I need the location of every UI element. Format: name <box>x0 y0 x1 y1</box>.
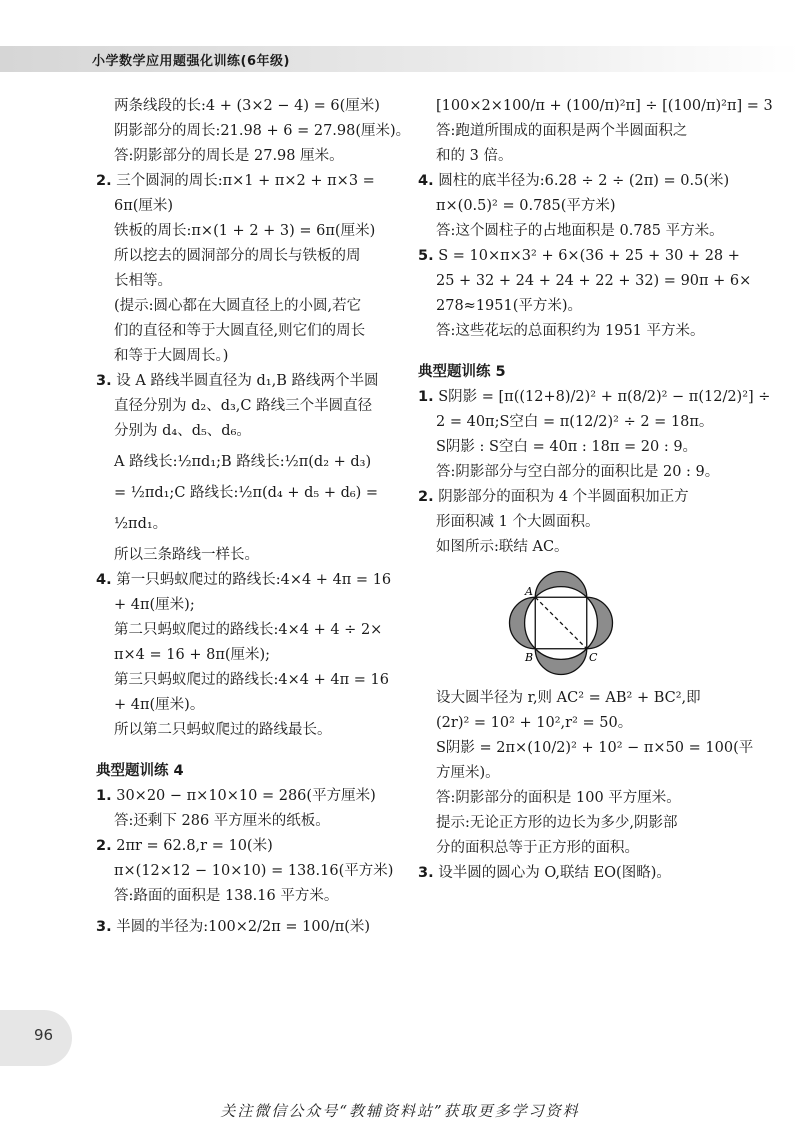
equation-line: S阴影 = 2π×(10/2)² + 10² − π×50 = 100(平 <box>436 740 754 756</box>
text-line: 2πr = 62.8,r = 10(米) <box>116 838 273 854</box>
book-title: 小学数学应用题强化训练(6年级) <box>92 54 290 69</box>
s4-answer-1 <box>96 784 396 834</box>
text-line: 第二只蚂蚁爬过的路线长:4×4 + 4 ÷ 2× <box>114 622 383 638</box>
text-line: + 4π(厘米); <box>114 597 195 613</box>
left-column <box>96 94 411 940</box>
text-line: 第三只蚂蚁爬过的路线长:4×4 + 4π = 16 <box>114 672 389 688</box>
text-line: 6π(厘米) <box>114 198 174 214</box>
text-line: (提示:圆心都在大圆直径上的小圆,若它 <box>114 298 362 314</box>
text-line: 分的面积总等于正方形的面积。 <box>436 840 639 856</box>
label-c: C <box>589 651 598 664</box>
text-line: π×(12×12 − 10×10) = 138.16(平方米) <box>114 863 394 879</box>
text-line: 提示:无论正方形的边长为多少,阴影部 <box>436 815 678 831</box>
text-line: 设大圆半径为 r,则 AC² = AB² + BC²,即 <box>436 690 701 706</box>
item-number: 1. <box>418 389 434 405</box>
text-line: 形面积减 1 个大圆面积。 <box>436 514 600 530</box>
section-title: 典型题训练 5 <box>418 364 506 380</box>
text-line: 圆柱的底半径为:6.28 ÷ 2 ÷ (2π) = 0.5(米) <box>438 173 730 189</box>
item-number: 5. <box>418 248 434 264</box>
footer-note: 关注微信公众号“教辅资料站”获取更多学习资料 <box>220 1102 580 1120</box>
s5-answer-1 <box>418 385 771 485</box>
equation-line: [100×2×100/π + (100/π)²π] ÷ [(100/π)²π] = 3 <box>436 98 773 114</box>
item-number: 3. <box>96 919 112 935</box>
text-line: 答:阴影部分的周长是 27.98 厘米。 <box>114 148 344 164</box>
text-line: 如图所示:联结 AC。 <box>436 539 569 555</box>
s4-answer-3 <box>96 909 396 940</box>
text-line: 设半圆的圆心为 O,联结 EO(图略)。 <box>438 865 671 881</box>
item-number: 2. <box>418 489 434 505</box>
text-line: 答:阴影部分的面积是 100 平方厘米。 <box>436 790 681 806</box>
s5-answer-3 <box>418 861 718 886</box>
text-line: = ½πd₁;C 路线长:½π(d₄ + d₅ + d₆) = <box>114 485 379 501</box>
label-a: A <box>525 585 533 598</box>
right-column <box>418 94 773 886</box>
answer-4 <box>96 568 396 743</box>
equation-line: S阴影 = [π((12+8)/2)² + π(8/2)² − π(12/2)²] ÷ <box>438 389 771 405</box>
text-line: 三个圆洞的周长:π×1 + π×2 + π×3 = <box>116 173 375 189</box>
text-line: A 路线长:½πd₁;B 路线长:½π(d₂ + d₃) <box>114 454 372 470</box>
label-b: B <box>525 651 534 664</box>
text-line: 阴影部分的面积为 4 个半圆面积加正方 <box>438 489 689 505</box>
answer-3 <box>96 369 396 568</box>
text-line: 答:这些花坛的总面积约为 1951 平方米。 <box>436 323 705 339</box>
text-line: 和等于大圆周长。) <box>114 348 229 364</box>
text-line: (2r)² = 10² + 10²,r² = 50。 <box>436 715 633 731</box>
section-title: 典型题训练 4 <box>96 763 184 779</box>
text-line: 答:路面的面积是 138.16 平方米。 <box>114 888 339 904</box>
s5-answer-2 <box>418 485 754 861</box>
answer-continuation <box>96 94 411 169</box>
text-line: 所以三条路线一样长。 <box>114 547 259 563</box>
text-line: 设 A 路线半圆直径为 d₁,B 路线两个半圆 <box>116 373 379 389</box>
text-line: 方厘米)。 <box>436 765 500 781</box>
item-number: 2. <box>96 173 112 189</box>
answer-continuation <box>418 94 773 169</box>
text-line: 阴影部分的周长:21.98 + 6 = 27.98(厘米)。 <box>114 123 411 139</box>
text-line: 第一只蚂蚁爬过的路线长:4×4 + 4π = 16 <box>116 572 392 588</box>
equation-line: S阴影 : S空白 = 40π : 18π = 20 : 9。 <box>436 439 698 455</box>
text-line: 278≈1951(平方米)。 <box>436 298 583 314</box>
text-line: 答:这个圆柱子的占地面积是 0.785 平方米。 <box>436 223 724 239</box>
text-line: 半圆的半径为:100×2/2π = 100/π(米) <box>116 919 371 935</box>
item-number: 4. <box>418 173 434 189</box>
text-line: π×4 = 16 + 8π(厘米); <box>114 647 271 663</box>
geometry-figure <box>496 568 626 678</box>
equation-line: 2 = 40π;S空白 = π(12/2)² ÷ 2 = 18π。 <box>436 414 714 430</box>
text-line: 分别为 d₄、d₅、d₆。 <box>114 423 251 439</box>
text-line: 答:阴影部分与空白部分的面积比是 20 : 9。 <box>436 464 720 480</box>
text-line: 所以挖去的圆洞部分的周长与铁板的周 <box>114 248 361 264</box>
page-number: 96 <box>34 1026 54 1044</box>
s4-answer-2 <box>96 834 396 909</box>
text-line: π×(0.5)² = 0.785(平方米) <box>436 198 616 214</box>
item-number: 4. <box>96 572 112 588</box>
text-line: 两条线段的长:4 + (3×2 − 4) = 6(厘米) <box>114 98 380 114</box>
item-number: 3. <box>96 373 112 389</box>
text-line: 铁板的周长:π×(1 + 2 + 3) = 6π(厘米) <box>114 223 376 239</box>
item-number: 1. <box>96 788 112 804</box>
text-line: + 4π(厘米)。 <box>114 697 205 713</box>
text-line: 答:跑道所围成的面积是两个半圆面积之 <box>436 123 688 139</box>
text-line: 答:还剩下 286 平方厘米的纸板。 <box>114 813 330 829</box>
text-line: 直径分别为 d₂、d₃,C 路线三个半圆直径 <box>114 398 373 414</box>
answer-2 <box>96 169 396 369</box>
item-number: 3. <box>418 865 434 881</box>
text-line: 25 + 32 + 24 + 24 + 22 + 32) = 90π + 6× <box>436 273 752 289</box>
text-line: 和的 3 倍。 <box>436 148 513 164</box>
text-line: 30×20 − π×10×10 = 286(平方厘米) <box>116 788 376 804</box>
text-line: 长相等。 <box>114 273 172 289</box>
answer-4 <box>418 169 730 244</box>
item-number: 2. <box>96 838 112 854</box>
text-line: S = 10×π×3² + 6×(36 + 25 + 30 + 28 + <box>438 248 740 264</box>
text-line: 们的直径和等于大圆直径,则它们的周长 <box>114 323 366 339</box>
text-line: ½πd₁。 <box>114 516 168 532</box>
text-line: 所以第二只蚂蚁爬过的路线最长。 <box>114 722 332 738</box>
answer-5 <box>418 244 752 344</box>
